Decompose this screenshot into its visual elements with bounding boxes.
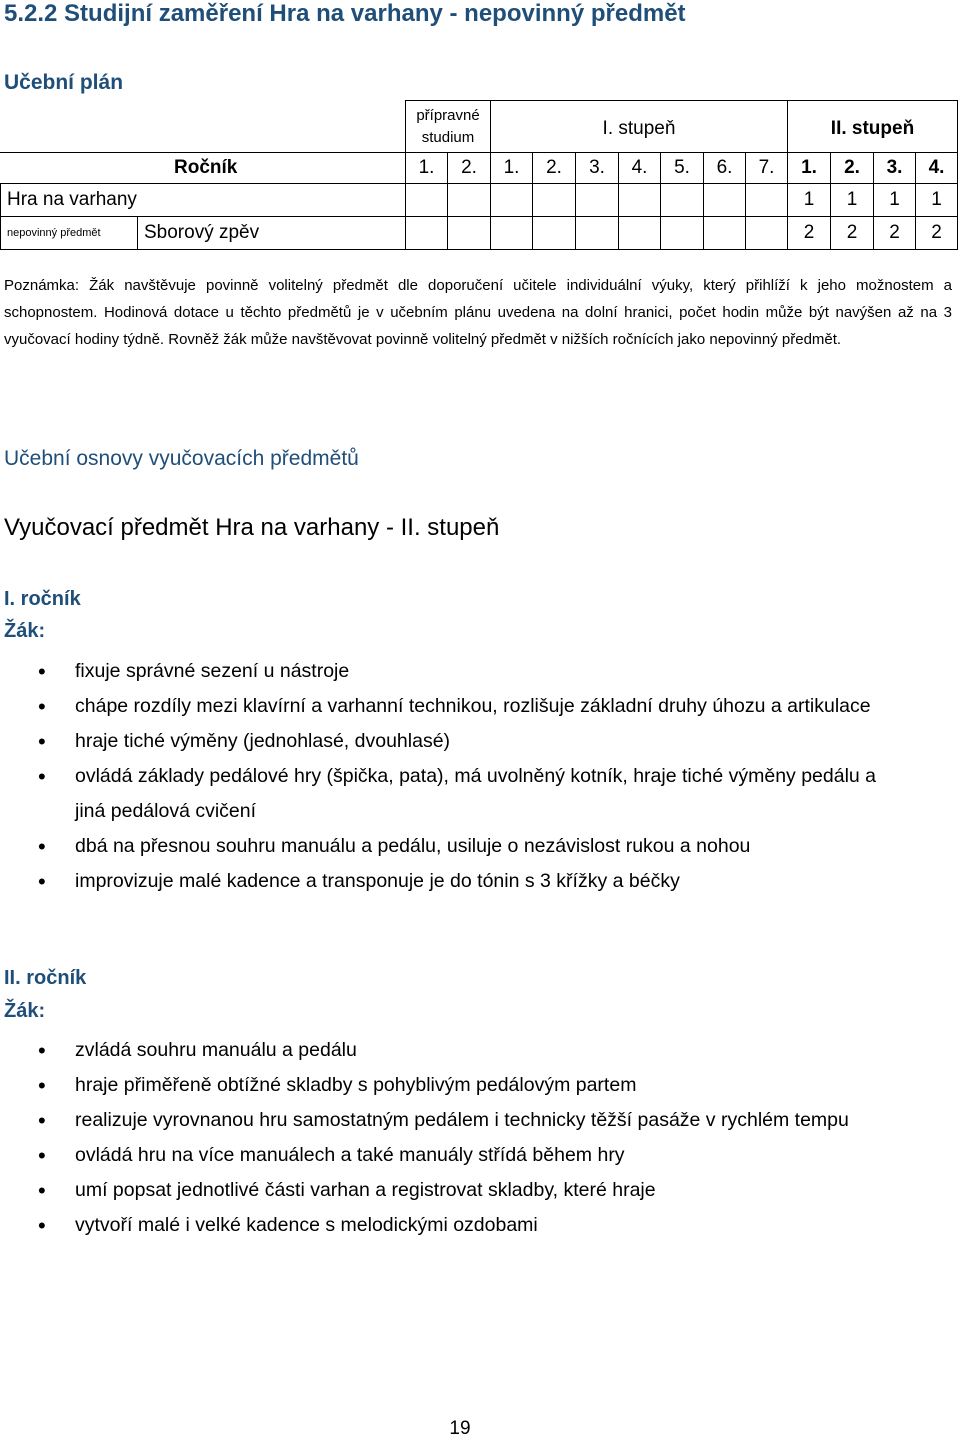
grade-header: 1. xyxy=(490,152,532,183)
row-label: Sborový zpěv xyxy=(137,216,405,250)
table-cell xyxy=(490,183,532,216)
table-cell xyxy=(405,216,447,250)
list-item: • ovládá základy pedálové hry (špička, pata), má uvolněný kotník, hraje tiché výměny pedálu a jiná pedálová cvičení xyxy=(0,759,900,829)
list-item: • realizuje vyrovnanou hru samostatným pedálem i technicky těžší pasáže v rychlém tempu xyxy=(0,1103,900,1138)
table-cell: 2 xyxy=(873,216,915,250)
table-cell xyxy=(703,216,745,250)
table-cell: 1 xyxy=(787,183,830,216)
table-cell xyxy=(575,183,618,216)
table-cell: 2 xyxy=(915,216,958,250)
table-cell: 1 xyxy=(915,183,958,216)
list-item: • umí popsat jednotlivé části varhan a registrovat skladby, které hraje xyxy=(0,1173,900,1208)
plan-heading: Učební plán xyxy=(4,71,124,94)
pupil-label: Žák: xyxy=(4,620,46,642)
table-cell xyxy=(745,183,787,216)
pupil-label: Žák: xyxy=(4,1000,46,1022)
table-cell xyxy=(660,183,703,216)
row-label: Hra na varhany xyxy=(0,183,405,216)
grade-header: 3. xyxy=(575,152,618,183)
grade-header: 4. xyxy=(915,152,958,183)
section-title: 5.2.2 Studijní zaměření Hra na varhany - nepovinný předmět xyxy=(4,0,686,27)
grade-header: 4. xyxy=(618,152,660,183)
table-cell xyxy=(618,183,660,216)
table-cell: 1 xyxy=(873,183,915,216)
list-item: • ovládá hru na více manuálech a také manuály střídá během hry xyxy=(0,1138,900,1173)
grade-header: 1. xyxy=(405,152,447,183)
curriculum-heading: Učební osnovy vyučovacích předmětů xyxy=(4,447,359,470)
grade-header: 7. xyxy=(745,152,787,183)
table-cell xyxy=(447,183,490,216)
table-cell xyxy=(532,216,575,250)
plan-note: Poznámka: Žák navštěvuje povinně volitelný předmět dle doporučení učitele individuální výuky, který přihlíží k jeho možnostem a schopnostem. Hodinová dotace u těchto předmětů je v učebním plánu uvedena na dolní hranici, počet hodin může být navýšen až na 3 vyučovací hodiny týdně. Rovněž žák může navštěvovat povinně volitelný předmět v nižších ročnících jako nepovinný předmět. xyxy=(4,277,952,348)
list-item: • fixuje správné sezení u nástroje xyxy=(0,654,900,689)
table-cell: 2 xyxy=(830,216,873,250)
page-number: 19 xyxy=(449,1418,471,1439)
table-cell xyxy=(745,216,787,250)
study-plan-table xyxy=(0,100,960,252)
preparatory-header-line: přípravné xyxy=(416,106,480,124)
table-cell: 2 xyxy=(787,216,830,250)
grade-header: 5. xyxy=(660,152,703,183)
preparatory-header xyxy=(405,100,490,152)
table-cell xyxy=(660,216,703,250)
list-item: • chápe rozdíly mezi klavírní a varhanní technikou, rozlišuje základní druhy úhozu a artikulace xyxy=(0,689,900,724)
list-item: • zvládá souhru manuálu a pedálu xyxy=(0,1033,900,1068)
table-cell xyxy=(490,216,532,250)
grade-1-goals xyxy=(0,654,900,899)
grade-2-goals xyxy=(0,1033,900,1243)
table-cell xyxy=(575,216,618,250)
grade-label: Ročník xyxy=(0,152,405,183)
grade-header: 6. xyxy=(703,152,745,183)
grade-header: 3. xyxy=(873,152,915,183)
table-cell xyxy=(703,183,745,216)
grade-header: 1. xyxy=(787,152,830,183)
row-side-label: nepovinný předmět xyxy=(0,216,137,250)
preparatory-header-line: studium xyxy=(421,128,475,146)
list-item: • vytvoří malé i velké kadence s melodickými ozdobami xyxy=(0,1208,900,1243)
list-item: • dbá na přesnou souhru manuálu a pedálu, usiluje o nezávislost rukou a nohou xyxy=(0,829,900,864)
table-cell xyxy=(532,183,575,216)
grade-header: 2. xyxy=(830,152,873,183)
list-item: • hraje přiměřeně obtížné skladby s pohyblivým pedálovým partem xyxy=(0,1068,900,1103)
list-item: • hraje tiché výměny (jednohlasé, dvouhlasé) xyxy=(0,724,900,759)
table-cell xyxy=(405,183,447,216)
table-cell xyxy=(618,216,660,250)
list-item: • improvizuje malé kadence a transponuje je do tónin s 3 křížky a béčky xyxy=(0,864,900,899)
grade-header: 2. xyxy=(532,152,575,183)
grade-title: II. ročník xyxy=(4,967,87,989)
stage1-header: I. stupeň xyxy=(490,100,787,152)
subject-heading: Vyučovací předmět Hra na varhany - II. stupeň xyxy=(4,514,500,541)
grade-header: 2. xyxy=(447,152,490,183)
table-cell xyxy=(447,216,490,250)
grade-title: I. ročník xyxy=(4,588,81,610)
stage2-header: II. stupeň xyxy=(787,100,958,152)
table-cell: 1 xyxy=(830,183,873,216)
